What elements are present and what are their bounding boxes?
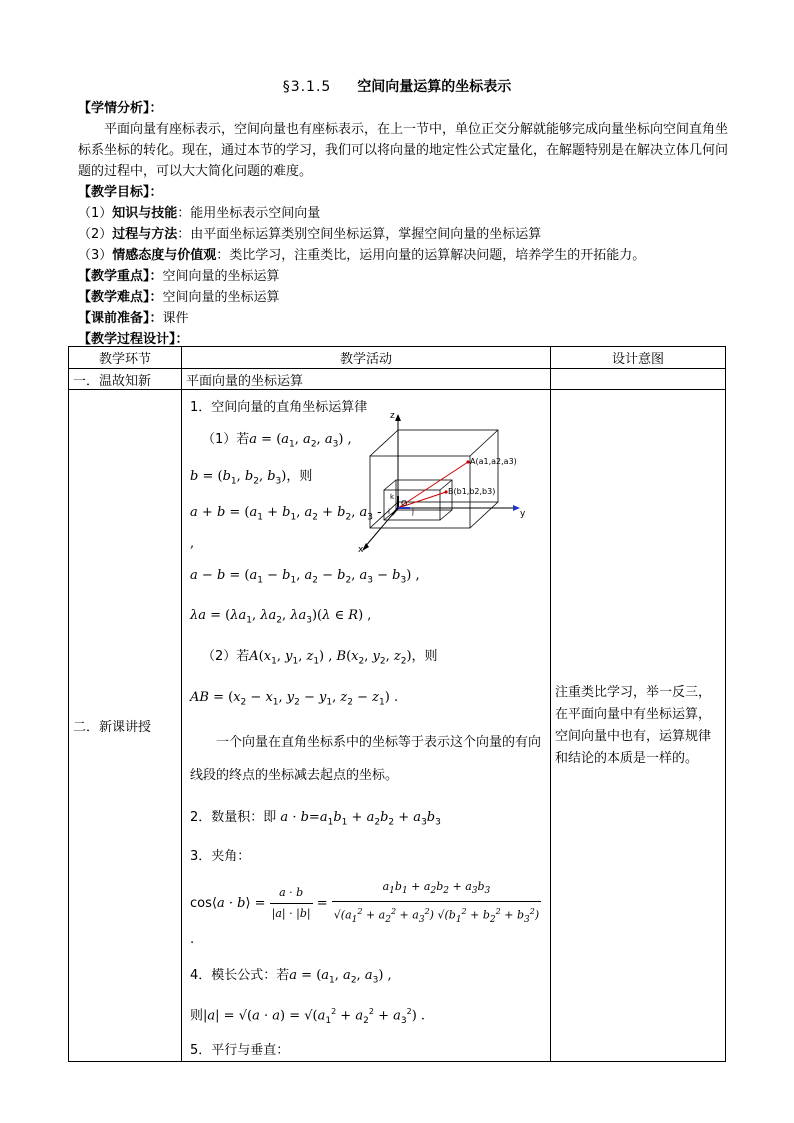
prep-text: 课件 xyxy=(162,311,189,326)
label-y: y xyxy=(520,509,526,519)
page-title xyxy=(0,76,794,96)
item-4: 4．模长公式：若$a = (a_1$, $a_2$, $a_3$) , xyxy=(190,967,392,986)
label-a: A(a1,a2,a3) xyxy=(470,457,517,466)
prep-heading: 【课前准备】： xyxy=(78,311,163,326)
item-3: 3．夹角： xyxy=(190,848,251,864)
item-4-label: 4．模长公式：若 xyxy=(190,967,290,983)
header-activity: 教学活动 xyxy=(182,347,551,369)
item-4b-label: 则 xyxy=(190,1008,204,1024)
label-b: B(b1,b2,b3) xyxy=(448,487,496,496)
key-text: 空间向量的坐标运算 xyxy=(162,269,280,284)
formula-sum: $a + b = (a_1 + b_1$, $a_2 + b_2$, $a_3$ - xyxy=(190,505,382,523)
row2-activity xyxy=(182,390,551,1062)
case-2-label: （2）若 xyxy=(202,648,250,664)
goal-1 xyxy=(78,203,728,224)
case-1-label: （1）若 xyxy=(202,432,250,447)
cos-label: cos xyxy=(190,895,212,911)
header-stage: 教学环节 xyxy=(69,347,182,369)
then-text-2: ，则 xyxy=(411,648,438,664)
coordinate-diagram xyxy=(358,408,533,558)
then-text: ，则 xyxy=(286,468,313,484)
goal-3 xyxy=(78,245,728,266)
row2-stage: 二．新课讲授 xyxy=(69,390,182,1062)
difficulty-text: 空间向量的坐标运算 xyxy=(162,290,280,305)
item-2: 2．数量积：即 $a \cdot b=a_1b_1 + a_2b_2 + a_3b_3$ xyxy=(190,810,441,828)
item-1: 1．空间向量的直角坐标运算律 xyxy=(190,400,368,415)
title-text: 空间向量运算的坐标表示 xyxy=(357,79,512,95)
label-o: O xyxy=(401,499,408,508)
item-2-label: 2．数量积：即 xyxy=(190,810,277,826)
difficulty-heading: 【教学难点】： xyxy=(78,290,163,305)
header-intent: 设计意图 xyxy=(551,347,726,369)
formula-points: （2）若$A(x_1$, $y_1$, $z_1$) , $B(x_2$, $y_2$, $z_2$)，则 xyxy=(202,648,438,667)
goal-1-text: ：能用坐标表示空间向量 xyxy=(177,206,321,221)
goal-1-label: 知识与技能 xyxy=(112,206,178,221)
table-header-row xyxy=(69,347,726,369)
row2-intent: 注重类比学习，举一反三，在平面向量中有坐标运算，空间向量中也有，运算规律和结论的本质是一样的。 xyxy=(551,390,726,1062)
label-z: z xyxy=(390,411,395,421)
table-row xyxy=(69,369,726,390)
label-x: x xyxy=(358,545,364,555)
goal-2-label: 过程与方法 xyxy=(112,227,178,242)
item-5: 5．平行与垂直： xyxy=(190,1043,290,1059)
table-row xyxy=(69,390,726,1062)
analysis-heading: 【学情分析】： xyxy=(78,101,163,116)
label-i: i xyxy=(388,508,390,516)
intro-section xyxy=(78,98,728,350)
goal-2 xyxy=(78,224,728,245)
formula-scalar: $\lambda a = (\lambda a_1$, $\lambda a_2$, $\lambda a_3)(\lambda$ ∈ R) , xyxy=(190,608,372,626)
row1-intent xyxy=(551,369,726,390)
goal-3-text: ：类比学习，注重类比，运用向量的运算解决问题，培养学生的开拓能力。 xyxy=(216,248,646,263)
goal-2-prefix: （2） xyxy=(78,227,113,242)
design-heading: 【教学过程设计】： xyxy=(78,332,189,347)
row1-stage: 一．温故知新 xyxy=(69,369,182,390)
formula-norm: 则$|a| = √(a \cdot a) = √(a_1^2 + a_2^2 + a_3^2)$ . xyxy=(190,1007,426,1027)
key-point xyxy=(78,266,728,287)
goal-1-prefix: （1） xyxy=(78,206,113,221)
label-j: j xyxy=(412,508,414,516)
formula-cos: cos⟨a · b⟩ = $\frac{a \cdot b}{|a| \cdot |b|}$ = $\frac{a_1b_1 + a_2b_2 + a_3b_3}{√(a_1^2 + a_2^2 + a_3^2) √(b_1^2 + b_2^2 + b_3^2)}$ . xyxy=(190,877,544,950)
formula-ab: AB = ($x_2 - x_1$, $y_2 - y_1$, $z_2 - z_1$) . xyxy=(190,689,399,708)
comma-line: , xyxy=(190,535,195,551)
goal-3-label: 情感态度与价值观 xyxy=(112,248,217,263)
formula-a-def: （1）若$a = (a_1$, $a_2$, $a_3$) , xyxy=(202,432,352,450)
lesson-table xyxy=(68,346,726,1062)
label-k: k xyxy=(390,493,395,501)
formula-b-def: $b = (b_1$, $b_2$, $b_3$)，则 xyxy=(190,468,313,487)
goal-2-text: ：由平面坐标运算类别空间坐标运算，掌握空间向量的坐标运算 xyxy=(177,227,542,242)
preparation xyxy=(78,308,728,329)
formula-diff: $a - b = (a_1 - b_1$, $a_2 - b_2$, $a_3 - b_3$) , xyxy=(190,567,420,586)
section-number: §3.1.5 xyxy=(282,79,332,95)
goal-3-prefix: （3） xyxy=(78,248,113,263)
row1-activity: 平面向量的坐标运算 xyxy=(182,369,551,390)
rule-text: 一个向量在直角坐标系中的坐标等于表示这个向量的有向线段的终点的坐标减去起点的坐标。 xyxy=(190,735,542,784)
analysis-text: 平面向量有座标表示，空间向量也有座标表示，在上一节中，单位正交分解就能够完成向量坐标向空间直角坐标系坐标的转化。现在，通过本节的学习，我们可以将向量的地定性公式定量化，在解题特别是在解决立体几何问题的过程中，可以大大简化问题的难度。 xyxy=(78,122,729,179)
key-heading: 【教学重点】： xyxy=(78,269,163,284)
difficulty xyxy=(78,287,728,308)
goals-heading: 【教学目标】： xyxy=(78,185,163,200)
